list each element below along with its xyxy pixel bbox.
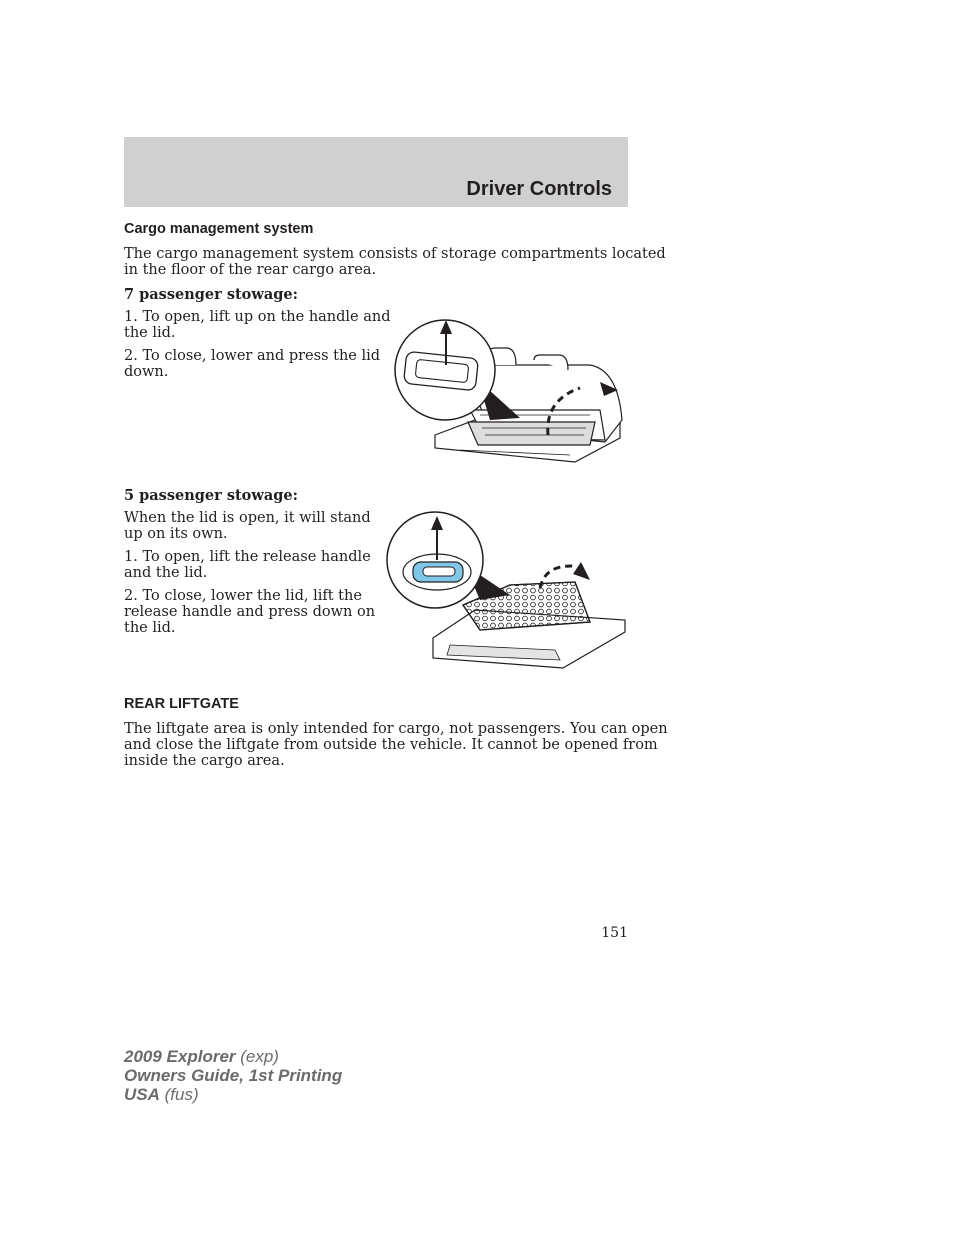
document-footer — [124, 1047, 342, 1104]
text-line: and close the liftgate from outside the vehicle. It cannot be opened from — [124, 737, 658, 753]
text-line: 1. To open, lift the release handle — [124, 549, 371, 565]
text-line: the lid. — [124, 620, 176, 636]
text-line: and the lid. — [124, 565, 208, 581]
footer-market: USA — [124, 1085, 160, 1104]
text-line: the lid. — [124, 325, 176, 341]
text-line: down. — [124, 364, 169, 380]
text-line: inside the cargo area. — [124, 753, 285, 769]
text-line: 2. To close, lower and press the lid — [124, 348, 381, 364]
five-passenger-step1 — [124, 549, 371, 581]
text-line: When the lid is open, it will stand — [124, 510, 371, 526]
text-line: The liftgate area is only intended for cargo, not passengers. You can open — [124, 721, 668, 737]
five-passenger-heading: 5 passenger stowage: — [124, 487, 298, 504]
footer-line-3 — [124, 1085, 342, 1104]
cargo-intro-text — [124, 246, 666, 278]
footer-guide: Owners Guide, 1st Printing — [124, 1066, 343, 1085]
text-line: up on its own. — [124, 526, 228, 542]
footer-market-code: (fus) — [159, 1085, 199, 1104]
section-header-band — [124, 137, 628, 207]
text-line: release handle and press down on — [124, 604, 376, 620]
text-line: in the floor of the rear cargo area. — [124, 262, 377, 278]
footer-model: 2009 Explorer — [124, 1047, 236, 1066]
page-number: 151 — [601, 925, 628, 941]
cargo-management-heading: Cargo management system — [124, 221, 314, 237]
text-line: 2. To close, lower the lid, lift the — [124, 588, 362, 604]
seven-passenger-step2 — [124, 348, 380, 380]
text-line: 1. To open, lift up on the handle and — [124, 309, 391, 325]
rear-liftgate-text — [124, 721, 668, 769]
rear-liftgate-heading: REAR LIFTGATE — [124, 696, 239, 712]
footer-line-1 — [124, 1047, 342, 1066]
five-passenger-step2 — [124, 588, 375, 636]
text-line: The cargo management system consists of storage compartments located — [124, 246, 666, 262]
footer-line-2 — [124, 1066, 342, 1085]
seven-passenger-step1 — [124, 309, 391, 341]
seven-passenger-heading: 7 passenger stowage: — [124, 286, 298, 303]
five-passenger-note — [124, 510, 371, 542]
footer-model-code: (exp) — [235, 1047, 279, 1066]
seven-passenger-stowage-illustration — [390, 310, 630, 480]
five-passenger-stowage-illustration — [385, 510, 630, 675]
section-title: Driver Controls — [466, 178, 612, 200]
